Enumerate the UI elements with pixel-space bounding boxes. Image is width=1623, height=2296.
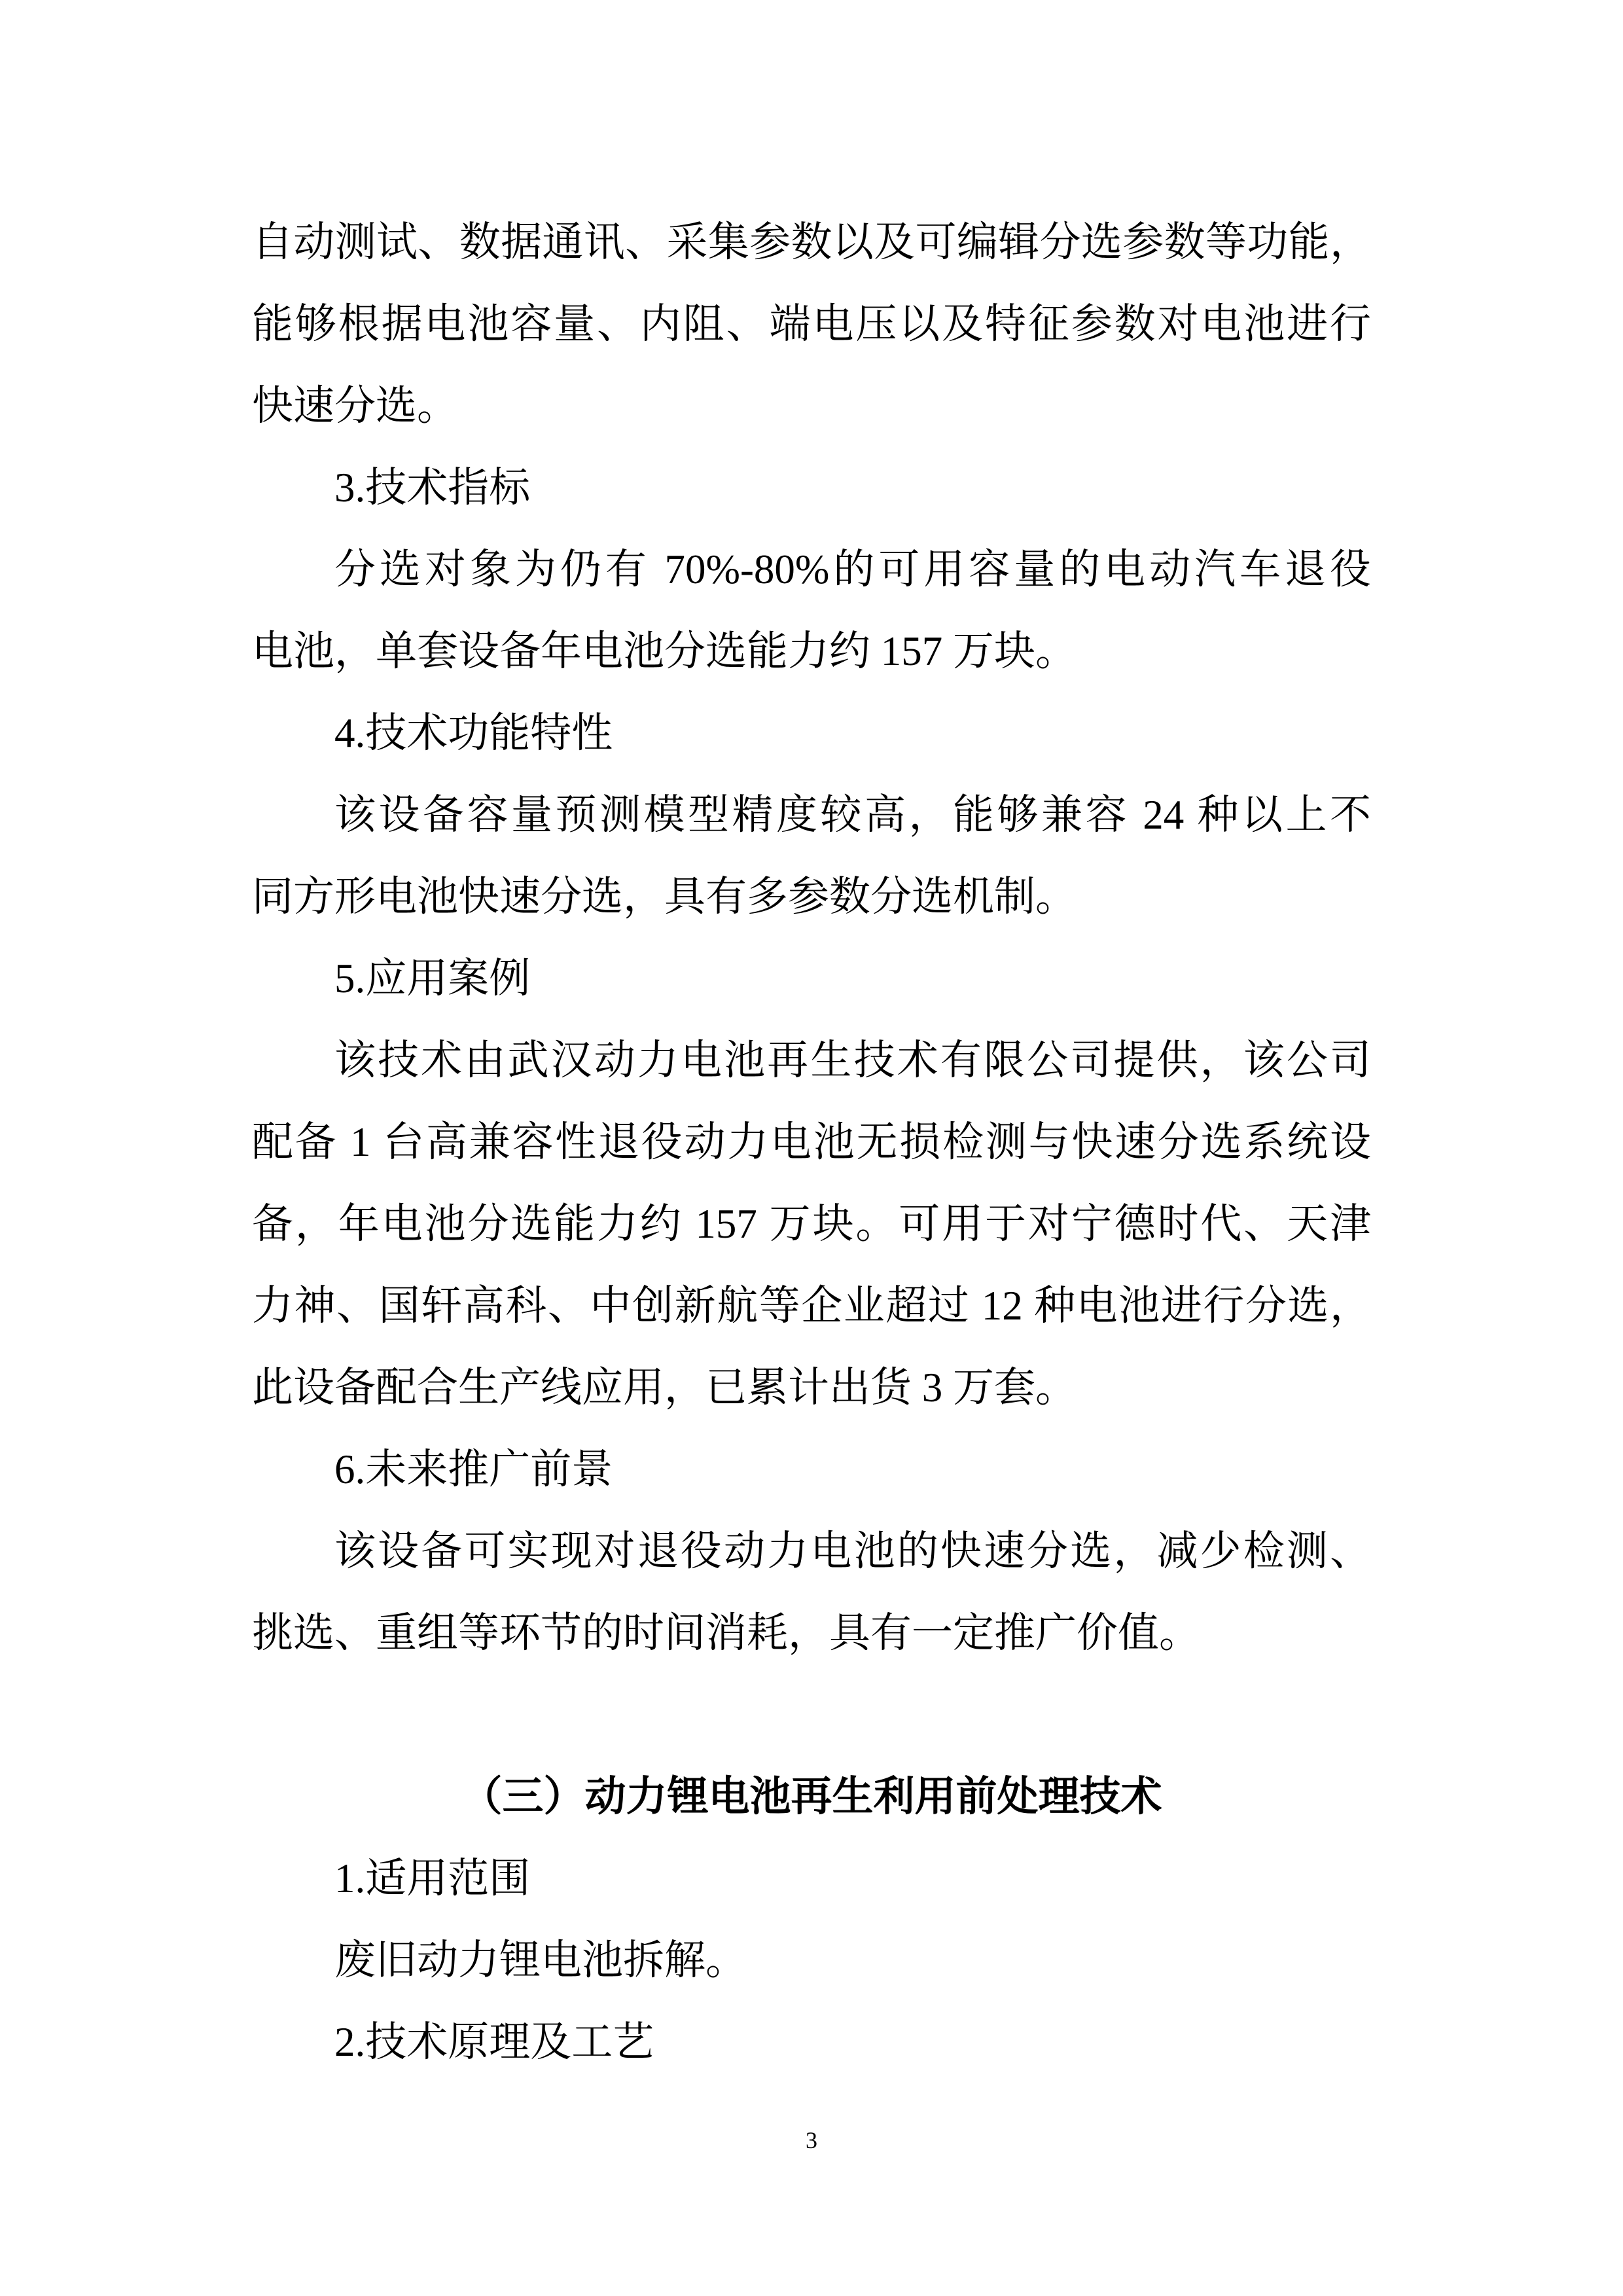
- text-line: 4.技术功能特性: [334, 710, 613, 756]
- text-line: 5.应用案例: [334, 956, 531, 1001]
- text-line: 2.技术原理及工艺: [334, 2019, 654, 2065]
- text-line: 挑选、重组等环节的时间消耗，具有一定推广价值。: [252, 1610, 1200, 1656]
- text-line: 快速分选。: [252, 383, 458, 429]
- text-line: 分选对象为仍有 70%-80%的可用容量的电动汽车退役: [334, 547, 1371, 592]
- text-line: 6.未来推广前景: [334, 1446, 613, 1492]
- text-line: 电池，单套设备年电池分选能力约 157 万块。: [252, 628, 1077, 674]
- text-line: 备，年电池分选能力约 157 万块。可用于对宁德时代、天津: [252, 1201, 1371, 1247]
- document-body: [252, 202, 1371, 2083]
- text-line: 1.适用范围: [334, 1856, 531, 1901]
- text-line: 该技术由武汉动力电池再生技术有限公司提供，该公司: [334, 1037, 1371, 1083]
- text-line: 能够根据电池容量、内阻、端电压以及特征参数对电池进行: [252, 301, 1371, 347]
- text-line: 此设备配合生产线应用，已累计出货 3 万套。: [252, 1365, 1077, 1410]
- page-number: 3: [806, 2127, 817, 2153]
- text-line: 力神、国轩高科、中创新航等企业超过 12 种电池进行分选，: [252, 1283, 1371, 1329]
- blank-line: [252, 1674, 1371, 1756]
- text-line: 该设备容量预测模型精度较高，能够兼容 24 种以上不: [334, 792, 1371, 838]
- text-line: 废旧动力锂电池拆解。: [334, 1937, 747, 1983]
- text-line: 自动测试、数据通讯、采集参数以及可编辑分选参数等功能，: [252, 219, 1371, 265]
- text-line: 同方形电池快速分选，具有多参数分选机制。: [252, 874, 1077, 920]
- text-line: 配备 1 台高兼容性退役动力电池无损检测与快速分选系统设: [252, 1119, 1371, 1165]
- text-line: 该设备可实现对退役动力电池的快速分选，减少检测、: [334, 1528, 1371, 1574]
- section-heading: （三）动力锂电池再生利用前处理技术: [461, 1774, 1162, 1820]
- text-line: 3.技术指标: [334, 465, 531, 511]
